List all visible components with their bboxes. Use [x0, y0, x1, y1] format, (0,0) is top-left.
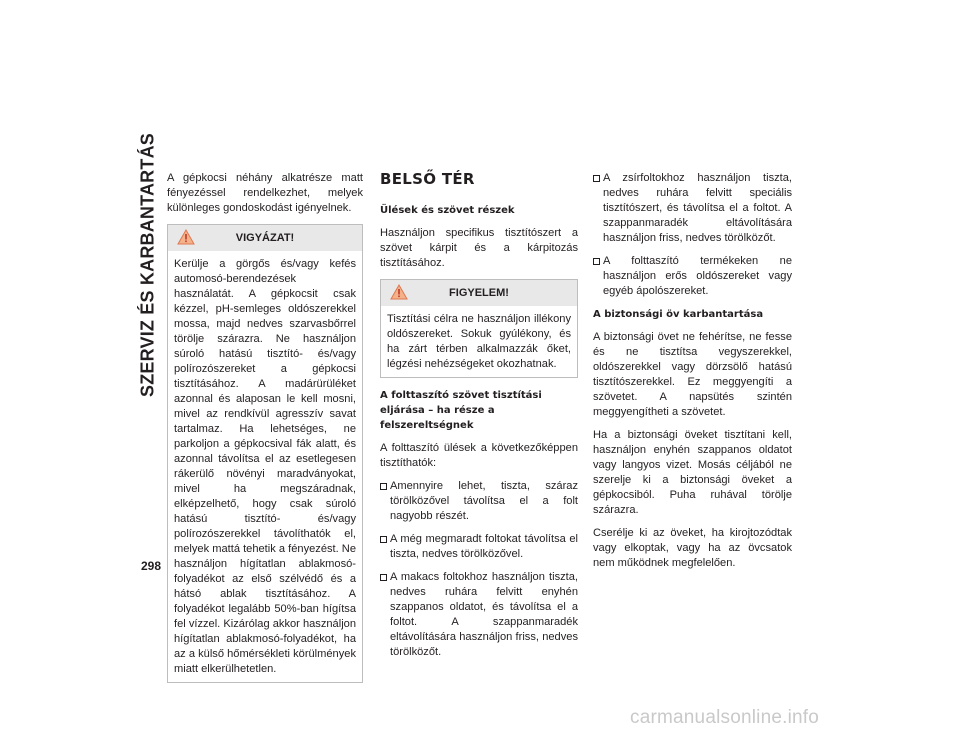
warning-text: Kerülje a görgős és/vagy kefés automosó-berendezések használatát. A gépkocsit csak kézzel, pH-semleges oldószerekkel mossa, majd nedves szarvasbőrrel törölje szárazra. Ne használjon súroló hatású tisztító- és/vagy polírozószereket a gépkocsi tisztításához. A madárürüléket azonnal és alaposan le kell mosni, mivel az rendkívül agresszív savat tartalmaz. Ha lehetséges, ne parkoljon a gépkocsival fák alatt, és azonnal távolítsa el az esetlegesen rákerülő növényi maradványokat, mivel ha megszáradnak, elképzelhető, hogy csak súroló hatású tisztító- és/vagy polírozószerekkel távolíthatók el, melyek mattá tehetik a fényezést. Ne használjon hígítatlan ablakmosó-folyadékot az első szélvédő és a hátsó ablak tisztításához. A folyadékot legalább 50%-ban hígítsa fel vízzel. Kizárólag akkor használjon hígítatlan ablakmosó-folyadékot, ha az a külső hőmérsékleti körülmények miatt elkerülhetetlen.	[174, 258, 356, 675]
notice-box	[380, 279, 578, 378]
seats-paragraph: Használjon specifikus tisztítószert a szövet kárpit és a kárpitozás tisztításához.	[380, 227, 578, 269]
column-3	[593, 171, 792, 579]
section-side-title: SZERVIZ ÉS KARBANTARTÁS	[137, 133, 158, 397]
warning-triangle-icon	[390, 284, 408, 300]
page-number: 298	[141, 559, 162, 573]
list-item: A zsírfoltokhoz használjon tiszta, nedves ruhára felvitt speciális tisztítószert, és távolítsa el a foltot. A szappanmaradék eltávolítására használjon friss, nedves törölközőt.	[593, 171, 792, 246]
checkbox-bullet-icon	[593, 258, 600, 265]
warning-triangle-icon	[177, 229, 195, 245]
column-2	[380, 172, 578, 668]
seatbelt-paragraph: Ha a biztonsági öveket tisztítani kell, használjon enyhén szappanos oldatot vagy langyos vizet. Mosás céljából ne szerelje ki a biztonsági öveket a gépkocsiból. Puha ruhával törölje szárazra.	[593, 429, 792, 516]
column-1	[167, 171, 363, 693]
checkbox-bullet-icon	[380, 483, 387, 490]
seatbelt-paragraph: Cserélje ki az öveket, ha kirojtozódtak vagy elkoptak, vagy ha az övcsatok nem működnek megfelelően.	[593, 527, 792, 569]
notice-header	[381, 280, 577, 306]
warning-box	[167, 224, 363, 683]
subheading-seats: Ülések és szövet részek	[380, 205, 515, 216]
list-item: A folttaszító termékeken ne használjon erős oldószereket vagy egyéb ápolószereket.	[593, 254, 792, 299]
checkbox-bullet-icon	[380, 536, 387, 543]
list-item: A még megmaradt foltokat távolítsa el tiszta, nedves törölközővel.	[380, 532, 578, 562]
notice-title: FIGYELEM!	[449, 287, 509, 299]
watermark: carmanualsonline.info	[630, 707, 820, 728]
checkbox-bullet-icon	[380, 574, 387, 581]
bullet-list	[593, 171, 792, 299]
stain-intro-paragraph: A folttaszító ülések a következőképpen tisztíthatók:	[380, 442, 578, 469]
notice-text: Tisztítási célra ne használjon illékony oldószereket. Sokuk gyúlékony, és ha zárt térben alkalmazzák őket, légzési nehézségeket okozhatnak.	[387, 313, 571, 370]
list-item: Amennyire lehet, tiszta, száraz törölközővel távolítsa el a folt nagyobb részét.	[380, 479, 578, 524]
seatbelt-paragraph: A biztonsági övet ne fehérítse, ne fesse és ne tisztítsa vegyszerekkel, oldószerekkel vagy dörzsölő hatású tisztítószerekkel. Ez meggyengíti a szövetet. A napsütés szintén meggyengítheti a szövetet.	[593, 331, 792, 418]
list-item: A makacs foltokhoz használjon tiszta, nedves ruhára felvitt enyhén szappanos oldatot, és távolítsa el a foltot. A szappanmaradék eltávolítására használjon friss, nedves törölközőt.	[380, 570, 578, 660]
warning-title: VIGYÁZAT!	[235, 232, 295, 244]
intro-paragraph: A gépkocsi néhány alkatrésze matt fényezéssel rendelkezhet, melyek különleges gondoskodást igényelnek.	[167, 172, 363, 214]
bullet-list	[380, 479, 578, 660]
warning-header	[168, 225, 362, 251]
section-title: BELSŐ TÉR	[380, 170, 475, 188]
subheading-stain-repellent: A folttaszító szövet tisztítási eljárása – ha része a felszereltségnek	[380, 390, 542, 431]
checkbox-bullet-icon	[593, 175, 600, 182]
subheading-seatbelt: A biztonsági öv karbantartása	[593, 309, 764, 320]
